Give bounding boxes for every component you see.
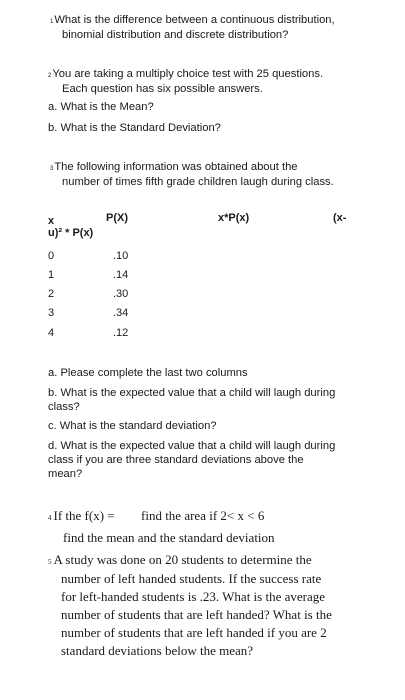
table-row-4-p: .12 [113, 327, 129, 339]
header-x: x [48, 215, 55, 227]
question-4-line-2: find the mean and the standard deviation [63, 530, 275, 545]
question-3-part-a: a. Please complete the last two columns [48, 367, 248, 379]
question-3-line-2: number of times fifth grade children laugh during class. [62, 176, 334, 188]
question-3-part-c: c. What is the standard deviation? [48, 420, 217, 432]
question-1-line-1: 1What is the difference between a continuous distribution, [50, 14, 335, 26]
question-4-number: 4 [48, 514, 52, 522]
question-5-line-4: number of students that are left handed? What is the [61, 607, 332, 622]
question-2-line-2: Each question has six possible answers. [62, 83, 263, 95]
table-row-2-p: .30 [113, 288, 129, 300]
header-xp: x*P(x) [218, 212, 250, 224]
header-dev-line-2: u)² * P(x) [48, 227, 94, 239]
question-2-part-b: b. What is the Standard Deviation? [48, 122, 221, 134]
question-3-number: 3 [50, 166, 54, 172]
table-row-3-x: 3 [48, 307, 55, 319]
question-2-part-a: a. What is the Mean? [48, 101, 154, 113]
question-3-part-d-line-1: d. What is the expected value that a child will laugh during [48, 440, 336, 452]
question-1-line-2: binomial distribution and discrete distribution? [62, 29, 289, 41]
question-3-part-d-line-3: mean? [48, 468, 83, 480]
question-1-number: 1 [50, 19, 54, 25]
table-row-0-x: 0 [48, 250, 55, 262]
question-2-number: 2 [48, 73, 52, 79]
table-row-3-p: .34 [113, 307, 129, 319]
question-3-part-b-line-2: class? [48, 401, 80, 413]
table-row-1-p: .14 [113, 269, 129, 281]
question-5-line-3: for left-handed students is .23. What is the average [61, 589, 326, 604]
question-4-area-text: find the area if 2< x < 6 [141, 508, 265, 523]
question-5-line-2: number of left handed students. If the success rate [61, 571, 322, 586]
question-3-part-d-line-2: class if you are three standard deviations above the [48, 454, 304, 466]
question-5-number: 5 [48, 558, 52, 566]
question-2-line-1: 2You are taking a multiply choice test with 25 questions. [48, 68, 324, 80]
table-row-0-p: .10 [113, 250, 129, 262]
question-5-line-6: standard deviations below the mean? [61, 643, 254, 658]
table-row-2-x: 2 [48, 288, 55, 300]
table-row-1-x: 1 [48, 269, 55, 281]
header-dev-line-1: (x- [333, 212, 347, 224]
header-p: P(X) [106, 212, 128, 224]
question-4-line-1 [48, 507, 115, 527]
table-row-4-x: 4 [48, 327, 55, 339]
question-4-function-label: If the f(x) = [53, 508, 115, 523]
question-3-part-b-line-1: b. What is the expected value that a child will laugh during [48, 387, 336, 399]
question-5-line-1: 5 A study was done on 20 students to determine the [48, 552, 312, 567]
question-3-line-1: 3The following information was obtained about the [50, 161, 298, 173]
question-5-line-5: number of students that are left handed if you are 2 [61, 625, 327, 640]
